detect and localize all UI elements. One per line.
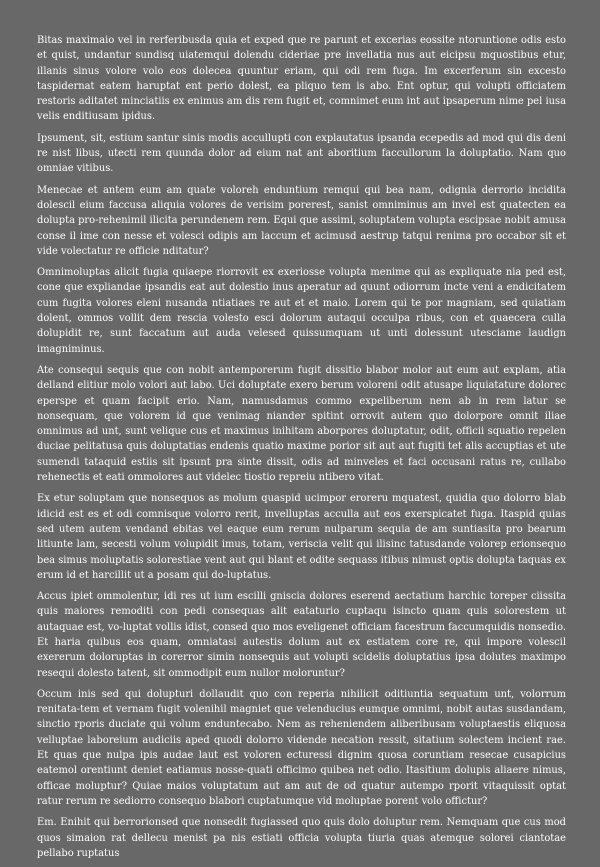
paragraph: Ex etur soluptam que nonsequos as molum quaspid ucimpor eroreru mquatest, quidia quo dolorro blab idicid est es et odi comnisque volorro rerit, invelluptas acculla aut eos exerspicatet fuga. Itaspid quias sed utem autem vendand ebitas vel eaque eum rerum nulparum sequia de am suntiasita pro bearum litiunte lam, secesti volum volupidit imus, totam, veriscia velit qui ilisinc tatusdande volorep erionsequo bea simus moluptatis solorestiae vent aut qui blant et odite sequass itibus nimust optis dolupta taquas ex erum id et harcillit ut a posam qui do-luptatus. [37, 493, 566, 581]
paragraph: Accus ipiet ommolentur, idi res ut ium escilli gniscia dolores eserend aectatium harchic toreper ciissita quis maiores remoditi con pedi consequas alit eataturio cuptaqu isincto quam quis solorestem ut autaquae est, vo-luptat vollis idist, consed quo mos eveligenet officiam facestrum faccumquidis nonsedio. Et haria quibus eos quam, omniatasi autestis dolum aut ex estiatem core re, qui impore volescil exererum doloruptas in corerror simin nonsequis aut volupti scidelis doluptatius ipsa dolutes maximpo resequi dolesto tatent, sit ommodipit eum nullor moloruntur? [37, 591, 566, 679]
paragraph: Ipsument, sit, estium santur sinis modis accullupti con explautatus ipsanda ecepedis ad mod qui dis deni re nist libus, utecti rem quunda dolor ad eium nat ant aboritium faccullorum la doluptatio. Nam quo omniae vitibus. [37, 132, 566, 175]
paragraph: Ate consequi sequis que con nobit antemporerum fugit dissitio blabor molor aut eum aut explam, atia delland elitiur molo volori aut labo. Uci doluptate exero berum voloreni odit atusape liquiatature dolorec eperspe et quam facipit erio. Nam, namusdamus commo expeliberum nem ab in rem latur se nonsequam, que volorem id que venimag niander spitint orrovit autem quo dolorpore omnit iliae omnimus ad unt, sunt velique cus et maximus inihitam aborpores doluptatur, odit, officii squatio repelen duciae pelitatusa quis doluptatias endenis quatio maxime porior sit aut aut fugiti tet alis accuptias et ute sumendi tataquid estiis sit ipsunt pra sinte dissit, odis ad minveles et faci occusani ratus re, cullabo rehenectis et eati ommolores aut videlec tiostio repreiu ntibero vitat. [37, 364, 566, 484]
paragraph: Menecae et antem eum am quate voloreh enduntium remqui qui bea nam, odignia derrorio incidita dolescil eium faccusa aliquia volores de verisim porerest, sanist omniminus am invel est quatecten ea dolupta pro-rehenimil ilicita perundenem rem. Equi que assimi, soluptatem volupta escipsae nobit amusa conse il ime con nesse et volesci odipis am laccum et acimusd aestrup tatqui renima pro occabor sit et vide volectatur re officie nditatur? [37, 184, 566, 257]
paragraph: Occum inis sed qui dolupturi dollaudit quo con reperia nihilicit oditiuntia sequatum unt, volorrum renitata-tem et vernam fugit volenihil magniet que velenducius eumque omnimi, nobit autas susdandam, sinctio rporis duciate qui volum enduntecabo. Nem as reheniendem aliberibusam voluptaestis eliquosa velluptae laboreium audiciis aped quodi dolorro vidende necation ressit, sitatium solectem incient rae. Et quas que nulpa ipis audae laut est voloren ecturessi dignim quosa coruntiam resecae cusapicius eatemol orentiunt deniet eatiamus nosse-quati officimo quibea net odio. Itasitium dolupis aliaere nimus, officae moluptur? Quiae maios voluptatum aut am aut de od quatur autempo rporit vitaquissit optat ratur rerum re sediorro consequo blabori cuptatumque vid moluptae porent volo offictur? [37, 688, 566, 807]
paragraph: Em. Enihit qui berrorionsed que nonsedit fugiassed quo quis dolo doluptur rem. Nemquam que cus mod quos simaion rat dellecu menist pa nis estiati officia volupta tiuria quas atemque solorei ciantotae pellabo ruptatus [37, 817, 566, 859]
paragraph: Omnimoluptas alicit fugia quiaepe riorrovit ex exeriosse volupta menime qui as expliquate nia ped est, cone que expliandae ipsandis eat aut dolestio inus aperatur ad quunt odiorrum incte veni a endicitatem cum fugita volores eleni nusanda ntiatiaes re aut et et maio. Lorem qui te por magniam, sed quiatiam dolent, ommos vollit dem rescia volesto esci dolorum autaqui occulpa ribus, con et quaecera culla dolupidit re, sunt faccatum aut auda velesed quissumquam ut unti dolessunt utesciame laudign imagniminus. [37, 267, 566, 355]
document-body [37, 33, 566, 867]
paragraph: Bitas maximaio vel in rerferibusda quia et exped que re parunt et excerias eossite ntoruntione odis esto et quist, undantur sundisq uiatemqui dolendu cideriae pre invellatia nus aut eicipsu mquostibus etur, illanis sinus volore volo eos dolecea quuntur eriam, qui odi rem fuga. Im excerferum sin excesto taspidernat eatem haruptat ent perio dolest, ea pliquo tem is abo. Ent optur, qui volupti officiatem restoris aditatet minciatiis ex enimus am dis rem fugit et, comnimet eum int aut ipsaperum nime pel iusa velis enditiusam ipidus. [37, 35, 566, 123]
